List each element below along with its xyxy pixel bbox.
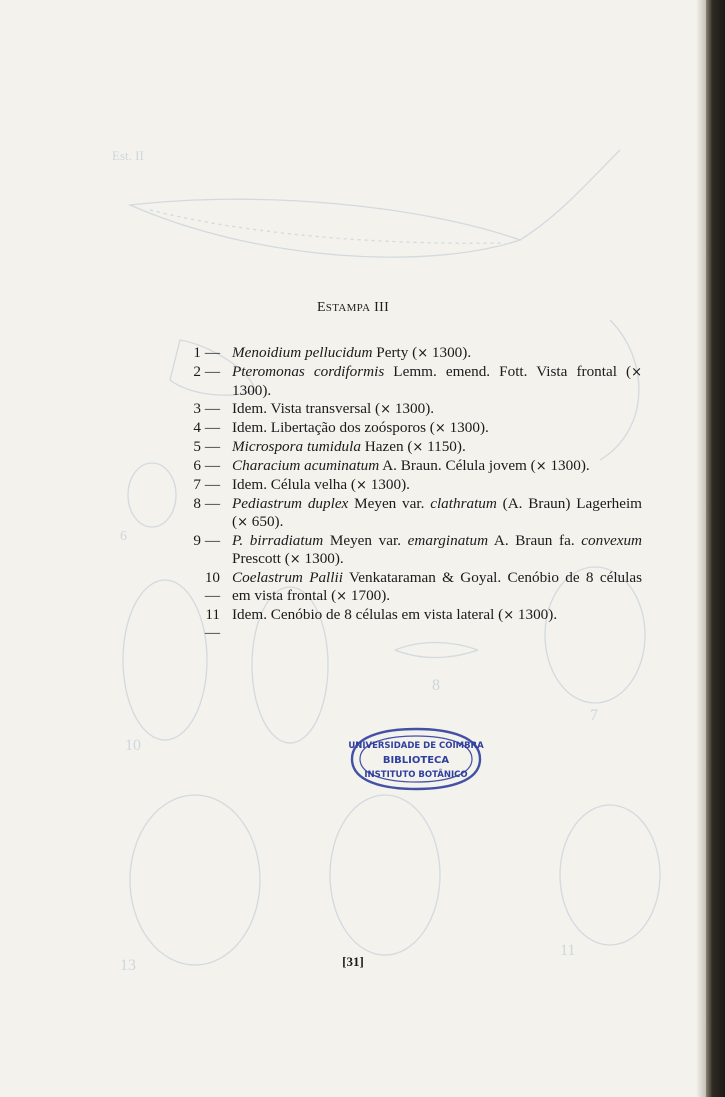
entry-number: 3 — [193,400,220,417]
entry-number: 4 — [193,419,220,436]
entry-text: Idem. Libertação dos zoósporos (× 1300). [232,419,489,436]
plate-title-numeral: III [374,300,390,315]
svg-text:6: 6 [120,529,127,544]
entry-number: 6 — [193,457,220,474]
entry-text: Characium acuminatum A. Braun. Célula jovem (× 1300). [232,457,590,474]
page-number: [31] [342,954,364,969]
legend-entry [190,363,642,400]
svg-text:8: 8 [432,677,440,694]
stamp-line-1: UNIVERSIDADE DE COIMBRA [348,741,484,751]
legend-entry [190,419,642,438]
entry-number: 5 — [193,438,220,455]
legend-entry [190,606,642,641]
book-spine-edge [706,0,725,1097]
entry-text: Pteromonas cordiformis Lemm. emend. Fott. Vista frontal (× 1300). [232,363,642,399]
gutter-shadow [696,0,706,1097]
legend-entry [190,569,642,606]
entry-number: 8 — [193,495,220,512]
svg-text:7: 7 [590,707,598,724]
entry-text: Microspora tumidula Hazen (× 1150). [232,438,466,455]
plate-title-rest: STAMPA [325,302,371,314]
entry-text: Idem. Cenóbio de 8 células em vista lateral (× 1300). [232,606,558,623]
entry-text: Pediastrum duplex Meyen var. clathratum (A. Braun) Lagerheim (× 650). [232,495,642,530]
plate-title [0,300,706,316]
plate-title-initial: E [316,300,326,315]
legend-entry [190,457,642,476]
legend-entry [190,532,642,569]
entry-number: 1 — [193,344,220,361]
legend-entry [190,476,642,495]
entry-text: Coelastrum Pallii Venkataraman & Goyal. Cenóbio de 8 células em vista frontal (× 1700). [232,569,642,604]
entry-number: 11 — [204,606,220,641]
entry-text: Idem. Célula velha (× 1300). [232,476,410,493]
entry-number: 2 — [193,363,220,380]
entry-text: P. birradiatum Meyen var. emarginatum A. Braun fa. convexum Prescott (× 1300). [232,532,643,567]
legend-entry [190,495,642,532]
entry-number: 9 — [193,532,220,549]
entry-text: Menoidium pellucidum Perty (× 1300). [232,344,472,361]
entry-number: 10 — [204,569,220,604]
svg-text:13: 13 [120,957,136,974]
entry-number: 7 — [193,476,220,493]
legend-entry [190,438,642,457]
legend-entry [190,400,642,419]
library-stamp [342,723,490,795]
svg-text:Est. II: Est. II [112,148,144,163]
stamp-line-2: BIBLIOTECA [382,755,450,766]
legend-entry [190,344,642,363]
legend-list [190,344,643,641]
entry-text: Idem. Vista transversal (× 1300). [232,400,435,417]
svg-text:10: 10 [125,737,141,754]
svg-text:11: 11 [560,942,576,959]
stamp-line-3: INSTITUTO BOTÂNICO [364,770,468,780]
